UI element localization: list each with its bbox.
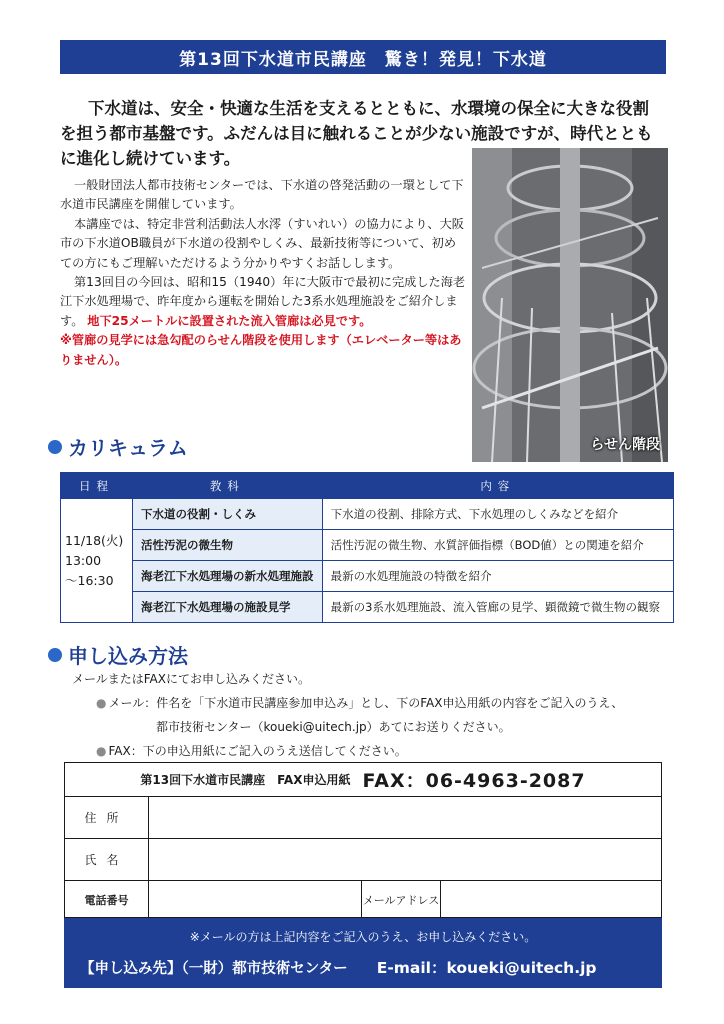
contact-row	[65, 881, 661, 919]
highlight-text: 地下25メートルに設置された流入管廊は必見です。	[87, 313, 372, 328]
footer-contact	[64, 918, 662, 988]
subject-cell: 海老江下水処理場の新水処理施設	[132, 561, 322, 592]
subject-cell: 活性汚泥の微生物	[132, 530, 322, 561]
header-date: 日程	[61, 473, 133, 499]
subject-cell: 下水道の役割・しくみ	[132, 499, 322, 530]
footer-destination	[80, 956, 597, 978]
curriculum-heading	[48, 432, 188, 461]
bullet-icon	[48, 648, 62, 662]
schedule-date	[61, 499, 133, 623]
address-row	[65, 797, 661, 839]
form-header	[65, 763, 661, 797]
apply-heading-text: 申し込み方法	[68, 644, 188, 668]
apply-intro: メールまたはFAXにてお申し込みください。	[72, 672, 310, 686]
fax-application-form	[64, 762, 662, 918]
email-label: メールアドレス	[361, 881, 441, 919]
subject-cell: 海老江下水処理場の施設見学	[132, 592, 322, 623]
end-time: ～16:30	[65, 572, 114, 588]
apply-mail-line-2: 都市技術センター（koueki@uitech.jp）あてにお送りください。	[156, 720, 511, 734]
apply-mail-line	[96, 692, 623, 714]
phone-label: 電話番号	[65, 881, 149, 919]
body-paragraph-2: 本講座では、特定非営利活動法人水澪（すいれい）の協力により、大阪市の下水道OB職員が下水道の役割やしくみ、最新技術等について、初めての方にもご理解いただけるよう分かりやすくお話しします。	[60, 216, 464, 270]
body-text	[60, 176, 468, 370]
content-cell: 下水道の役割、排除方式、下水処理のしくみなどを紹介	[322, 499, 673, 530]
body-paragraph-3	[60, 273, 468, 331]
content-cell: 活性汚泥の微生物、水質評価指標（BOD値）との関連を紹介	[322, 530, 673, 561]
bullet-icon: ●	[96, 744, 107, 758]
header-content: 内容	[322, 473, 673, 499]
photo-caption: らせん階段	[590, 437, 660, 453]
table-row	[61, 530, 674, 561]
header-subject: 教科	[132, 473, 322, 499]
lead-paragraph: 下水道は、安全・快適な生活を支えるとともに、水環境の保全に大きな役割を担う都市基盤です。ふだんは目に触れることが少ない施設ですが、時代とともに進化し続けています。	[60, 99, 653, 168]
form-title: 第13回下水道市民講座 FAX申込用紙	[140, 773, 351, 787]
table-row	[61, 561, 674, 592]
body-paragraph-3-text: 第13回目の今回は、昭和15（1940）年に大阪市で最初に完成した海老江下水処理場で、昨年度から運転を開始した3系水処理施設をご紹介します。	[60, 275, 466, 328]
organization-name: 【申し込み先】（一財）都市技術センター	[80, 961, 348, 977]
footer-note: ※メールの方は上記内容をご記入のうえ、お申し込みください。	[189, 930, 537, 944]
mail-instructions: メール：件名を「下水道市民講座参加申込み」とし、下のFAX申込用紙の内容をご記入のうえ、	[108, 696, 624, 710]
apply-heading	[48, 640, 188, 669]
fax-instructions: FAX：下の申込用紙にご記入のうえ送信してください。	[108, 744, 407, 758]
apply-fax-line	[96, 740, 407, 762]
name-row	[65, 839, 661, 881]
bullet-icon: ●	[96, 696, 107, 710]
spiral-staircase-photo	[472, 148, 668, 462]
body-paragraph-1: 一般財団法人都市技術センターでは、下水道の啓発活動の一環として下水道市民講座を開催しています。	[60, 178, 464, 212]
bullet-icon	[48, 440, 62, 454]
contact-email: E-mail：koueki@uitech.jp	[376, 959, 597, 977]
curriculum-table	[60, 472, 674, 623]
curriculum-heading-text: カリキュラム	[68, 436, 188, 460]
staircase-illustration	[472, 148, 668, 462]
address-label: 住所	[65, 797, 149, 838]
content-cell: 最新の水処理施設の特徴を紹介	[322, 561, 673, 592]
date-line: 11/18(火)	[65, 532, 124, 548]
fax-number: FAX：06-4963-2087	[362, 770, 586, 792]
table-row	[61, 592, 674, 623]
stair-warning: ※管廊の見学には急勾配のらせん階段を使用します（エレベーター等はありません）。	[60, 333, 462, 367]
page-title: 第13回下水道市民講座 驚き！発見！下水道	[60, 40, 666, 74]
name-label: 氏名	[65, 839, 149, 880]
start-time: 13:00	[65, 552, 102, 568]
content-cell: 最新の3系水処理施設、流入管廊の見学、顕微鏡で微生物の観察	[322, 592, 673, 623]
table-row	[61, 499, 674, 530]
table-header-row	[61, 473, 674, 499]
